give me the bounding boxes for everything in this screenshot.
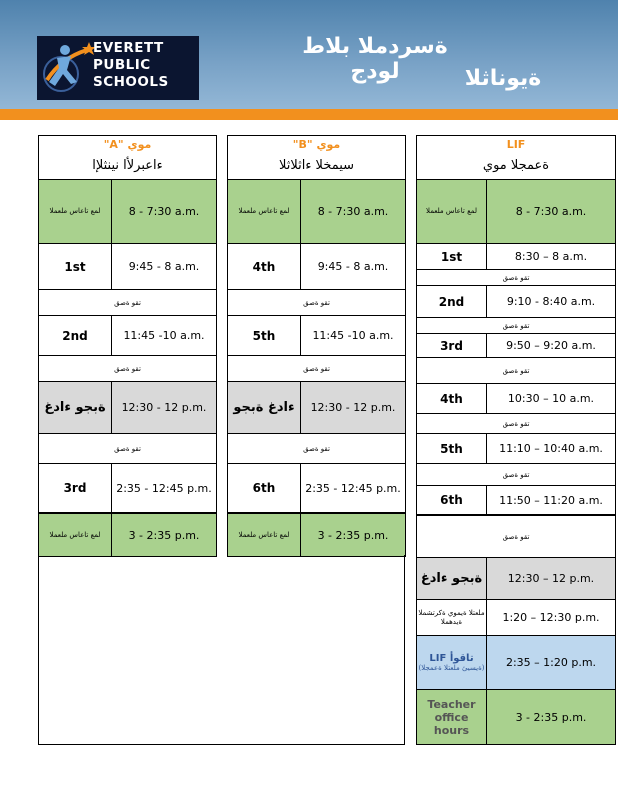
- row-time: 12:30 - 12 p.m.: [310, 401, 396, 414]
- row-label: 1st: [39, 244, 112, 289]
- row-label-line: (ةيسيئ ملعتلا ةعمجلا): [418, 663, 485, 672]
- schedule-row: [417, 434, 615, 464]
- schedule-row: [39, 244, 216, 290]
- column-b-header: [228, 136, 405, 180]
- empty-area: [38, 555, 405, 745]
- schedule-row: [417, 636, 615, 690]
- schedule-row: [417, 286, 615, 318]
- row-label: ةبجو ءادغ: [417, 558, 487, 599]
- row-label-line: LIF تاقوأ: [429, 652, 474, 664]
- row-time: 2:35 - 12:45 p.m.: [305, 481, 401, 495]
- row-label: لمع تاعاس ملعملا: [39, 180, 112, 243]
- district-logo: [37, 36, 199, 100]
- row-label: لمع تاعاس ملعملا: [417, 180, 487, 243]
- page-subtitle: ةيوناثلا: [464, 66, 542, 91]
- row-time: 9:45 - 8 a.m.: [128, 260, 200, 273]
- row-time: 8 - 7:30 a.m.: [128, 205, 200, 218]
- logo-line-3: SCHOOLS: [93, 74, 169, 90]
- passing-period: تقو ةصق: [417, 464, 615, 486]
- logo-line-2: PUBLIC: [93, 57, 151, 73]
- row-label: ةبجو ءادغ: [39, 382, 112, 433]
- row-time: 2:35 – 1:20 p.m.: [505, 656, 597, 669]
- schedule-row: [417, 486, 615, 516]
- row-time: 8 - 7:30 a.m.: [317, 205, 389, 218]
- day-heading: سيمخلا ءاثلاثلا: [278, 158, 355, 173]
- schedule-row: [417, 690, 615, 744]
- row-label: [417, 636, 487, 689]
- row-time: 8:30 – 8 a.m.: [514, 250, 588, 263]
- column-a-header: [39, 136, 216, 180]
- schedule-row: [417, 180, 615, 244]
- logo-line-1: EVERETT: [93, 40, 164, 56]
- logo-figure-icon: [37, 36, 97, 100]
- row-time: 11:50 – 11:20 a.m.: [499, 493, 603, 507]
- schedule-row: [228, 514, 405, 556]
- day-label: "A" موي: [103, 138, 152, 151]
- schedule-row: [228, 316, 405, 356]
- schedule-column-b: [227, 135, 406, 557]
- row-label: 2nd: [39, 316, 112, 355]
- row-time: 3 - 2:35 p.m.: [317, 528, 389, 542]
- passing-period: تقو ةصق: [228, 434, 405, 464]
- schedule-row: [39, 316, 216, 356]
- row-time: 9:10 - 8:40 a.m.: [506, 295, 596, 308]
- passing-period: تقو ةصق: [417, 414, 615, 434]
- row-label: 6th: [228, 464, 301, 512]
- schedule-column-a: [38, 135, 217, 557]
- passing-period: تقو ةصق: [39, 290, 216, 316]
- row-label: 5th: [228, 316, 301, 355]
- row-label: لمع تاعاس ملعملا: [39, 514, 112, 556]
- row-time: 9:45 - 8 a.m.: [317, 260, 389, 273]
- row-time: 11:45 -10 a.m.: [312, 329, 394, 342]
- schedule-row: [417, 334, 615, 358]
- row-time: 8 - 7:30 a.m.: [515, 205, 587, 218]
- row-label: 3rd: [39, 464, 112, 512]
- row-label: 6th: [417, 486, 487, 514]
- schedule-row: [228, 244, 405, 290]
- passing-period: تقو ةصق: [228, 290, 405, 316]
- row-time: 12:30 - 12 p.m.: [121, 401, 207, 414]
- passing-period: تقو ةصق: [417, 318, 615, 334]
- schedule-row: [417, 244, 615, 270]
- schedule-row: [417, 558, 615, 600]
- row-time: 10:30 – 10 a.m.: [507, 392, 595, 405]
- schedule-row: [228, 382, 405, 434]
- row-label: ملعتلا ةيموي ةكرتشملا ةيدهملا: [417, 600, 487, 635]
- row-label: 2nd: [417, 286, 487, 317]
- row-time: 2:35 - 12:45 p.m.: [116, 481, 212, 495]
- schedule-row: [39, 382, 216, 434]
- row-time: 3 - 2:35 p.m.: [128, 528, 200, 542]
- column-lif-header: [417, 136, 615, 180]
- schedule-row: [39, 180, 216, 244]
- row-label: 4th: [228, 244, 301, 289]
- day-label: "B" موي: [292, 138, 341, 151]
- schedule-row: [39, 464, 216, 514]
- row-label: 5th: [417, 434, 487, 463]
- schedule-row: [417, 600, 615, 636]
- row-time: 9:50 – 9:20 a.m.: [506, 339, 596, 352]
- passing-period: تقو ةصق: [39, 356, 216, 382]
- day-heading: ةعمجلا موي: [482, 158, 550, 173]
- passing-period: تقو ةصق: [417, 270, 615, 286]
- schedule-row: [228, 180, 405, 244]
- passing-period: تقو ةصق: [417, 516, 615, 558]
- schedule-row: [417, 384, 615, 414]
- passing-period: تقو ةصق: [39, 434, 216, 464]
- row-label: لمع تاعاس ملعملا: [228, 514, 301, 556]
- row-label: Teacher office hours: [417, 690, 487, 744]
- row-label: ءادغ ةبجو: [228, 382, 301, 433]
- schedule-row: [228, 464, 405, 514]
- row-label: لمع تاعاس ملعملا: [228, 180, 301, 243]
- page-title: ةسردملا بلاط لودج: [302, 34, 448, 84]
- row-time: 3 - 2:35 p.m.: [515, 710, 587, 724]
- header-accent-bar: [0, 109, 618, 120]
- row-label: 3rd: [417, 334, 487, 357]
- schedule-column-lif: [416, 135, 616, 745]
- passing-period: تقو ةصق: [228, 356, 405, 382]
- row-time: 11:45 -10 a.m.: [123, 329, 205, 342]
- row-label: 4th: [417, 384, 487, 413]
- day-heading: ءاعبرلأا نينثلإا: [92, 158, 163, 173]
- row-label: 1st: [417, 244, 487, 269]
- row-time: 11:10 – 10:40 a.m.: [499, 442, 603, 455]
- row-time: 12:30 – 12 p.m.: [507, 572, 595, 585]
- day-label: LIF: [506, 138, 526, 151]
- row-time: 1:20 – 12:30 p.m.: [502, 611, 600, 624]
- schedule-row: [39, 514, 216, 556]
- passing-period: تقو ةصق: [417, 358, 615, 384]
